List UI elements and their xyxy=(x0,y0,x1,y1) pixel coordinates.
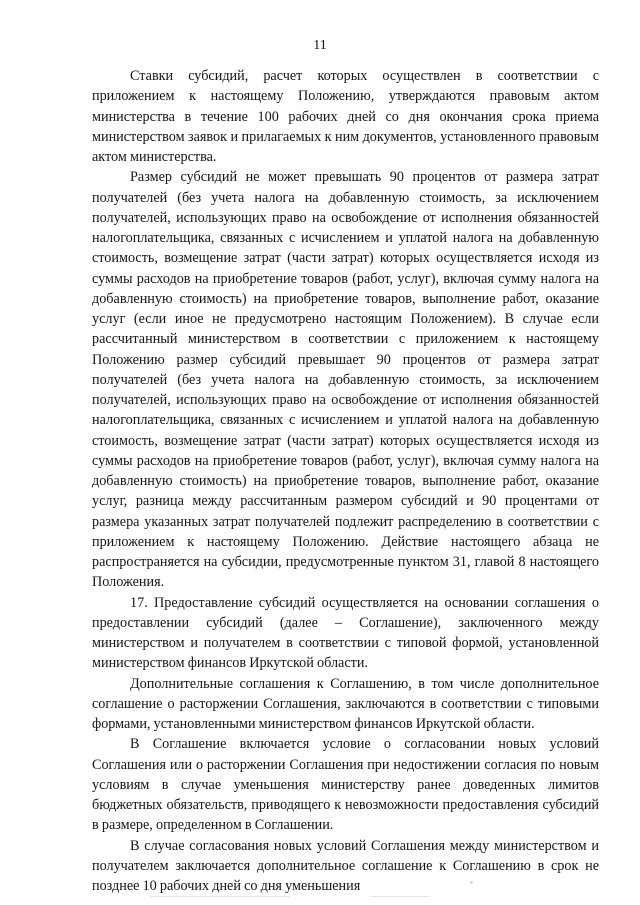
page-number: 11 xyxy=(313,38,327,53)
paragraph-item-17: 17. Предоставление субсидий осуществляется на основании соглашения о предоставлении субсидий (далее – Соглашение), заключенного между министерством и получателем в соответствии с типовой формой, установленной министерством финансов Иркутской области. xyxy=(92,594,599,672)
paragraph-additional-agreements: Дополнительные соглашения к Соглашению, в том числе дополнительное соглашение о расторжении Соглашения, заключаются в соответствии с типовыми формами, установленными министерством финансов Иркутской области. xyxy=(92,675,599,732)
document-body xyxy=(92,66,599,896)
paragraph-subsidy-rates: Ставки субсидий, расчет которых осуществлен в соответствии с приложением к настоящему Положению, утверждаются правовым актом министерства в течение 100 рабочих дней со дня окончания срока приема министерством заявок и прилагаемых к ним документов, установленного правовым актом министерства. xyxy=(92,68,599,165)
paragraph-agreement-conditions: В Соглашение включается условие о согласовании новых условий Соглашения или о расторжении Соглашения при недостижении согласия по новым условиям в случае уменьшения министерству ранее доведенных лимитов бюджетных обязательств, приводящего к невозможности предоставления субсидий в размере, определенном в Соглашении. xyxy=(92,736,599,834)
paragraph-subsidy-size: Размер субсидий не может превышать 90 процентов от размера затрат получателей (без учета налога на добавленную стоимость, за исключением получателей, использующих право на освобождение от исполнения обязанностей налогоплательщика, связанных с исчислением и уплатой налога на добавленную стоимость, возмещение затрат (части затрат) которых осуществляется исходя из суммы расходов на приобретение товаров (работ, услуг), включая сумму налога на добавленную стоимость) на приобретение товаров, выполнение работ, оказание услуг (если иное не предусмотрено настоящим Положением). В случае если рассчитанный министерством в соответствии с приложением к настоящему Положению размер субсидий превышает 90 процентов от размера затрат получателей (без учета налога на добавленную стоимость, за исключением получателей, использующих право на освобождение от исполнения обязанностей налогоплательщика, связанных с исчислением и уплатой налога на добавленную стоимость, возмещение затрат (части затрат) которых осуществляется исходя из суммы расходов на приобретение товаров (работ, услуг), включая сумму налога на добавленную стоимость) на приобретение товаров, выполнение работ, оказание услуг, разница между рассчитанным размером субсидий и 90 процентами от размера указанных затрат получателей подлежит распределению в соответствии с приложением к настоящему Положению. Действие настоящего абзаца не распространяется на субсидии, предусмотренные пунктом 31, главой 8 настоящего Положения. xyxy=(92,169,599,591)
paragraph-new-conditions: В случае согласования новых условий Соглашения между министерством и получателем заключается дополнительное соглашение к Соглашению в срок не позднее 10 рабочих дней со дня уменьшения xyxy=(92,837,599,894)
scan-mark-bottom xyxy=(150,896,290,897)
scan-dot xyxy=(470,881,473,884)
scan-mark-bottom-right xyxy=(370,896,430,897)
